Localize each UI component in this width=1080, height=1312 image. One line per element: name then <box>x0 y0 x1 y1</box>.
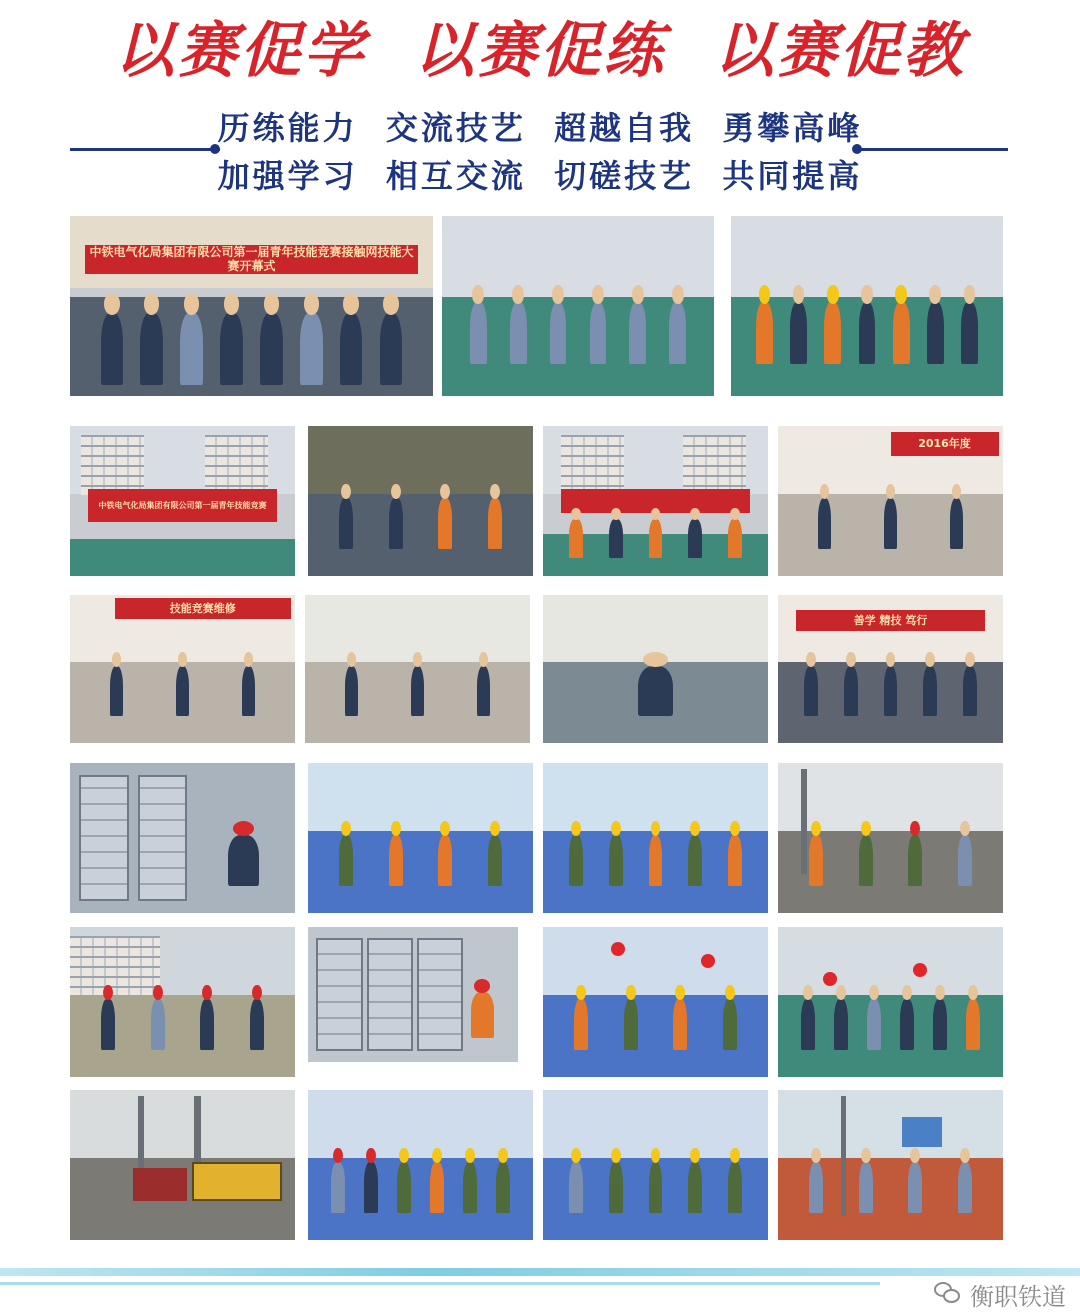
motto-line-1: 历练能力 交流技艺 超越自我 勇攀高峰 <box>217 109 863 147</box>
photo-site-briefing <box>70 927 295 1077</box>
photo-ceremony-stage <box>70 426 295 576</box>
photo-cabinet-wiring <box>308 927 518 1062</box>
photo-surveying <box>778 763 1003 913</box>
watermark-text: 衡职铁道 <box>970 1282 1066 1311</box>
wechat-icon <box>934 1282 962 1306</box>
photo-training-room <box>70 595 295 743</box>
slogan-title: 以赛促学 以赛促练 以赛促教 <box>114 16 966 86</box>
photo-judges-field <box>543 1090 768 1240</box>
photo-march-parade <box>442 216 714 396</box>
classroom-banner-1: 技能竞赛维修 <box>115 598 291 619</box>
photo-computer-lab <box>778 595 1003 743</box>
watermark <box>934 1276 1066 1312</box>
footer-band <box>0 1268 1080 1276</box>
photo-field-assembly <box>543 763 768 913</box>
photo-award-group <box>543 426 768 576</box>
motto-line-2: 加强学习 相互交流 切磋技艺 共同提高 <box>217 157 863 195</box>
photo-judges-inspect <box>305 595 530 743</box>
photo-field-mat-work <box>308 763 533 913</box>
photo-balloons-field <box>543 927 768 1077</box>
photo-rail-locomotive <box>70 1090 295 1240</box>
photo-flag-raising <box>778 1090 1003 1240</box>
photo-switchgear-panel <box>70 763 295 913</box>
classroom-banner-3: 善学 精技 笃行 <box>796 610 985 631</box>
photo-instrument-test <box>778 426 1003 576</box>
opening-banner: 中铁电气化局集团有限公司第一届青年技能竞赛接触网技能大赛开幕式 <box>85 245 419 274</box>
photo-team-lineup <box>731 216 1003 396</box>
photo-opening-ceremony <box>70 216 433 396</box>
photo-bench-assembly <box>308 426 533 576</box>
photo-oscilloscope <box>543 595 768 743</box>
photo-closing-lineup <box>778 927 1003 1077</box>
stage-banner: 中铁电气化局集团有限公司第一届青年技能竞赛 <box>88 489 277 522</box>
footer-line <box>0 1282 880 1285</box>
photo-mat-competition <box>308 1090 533 1240</box>
year-banner: 2016年度 <box>891 432 999 456</box>
